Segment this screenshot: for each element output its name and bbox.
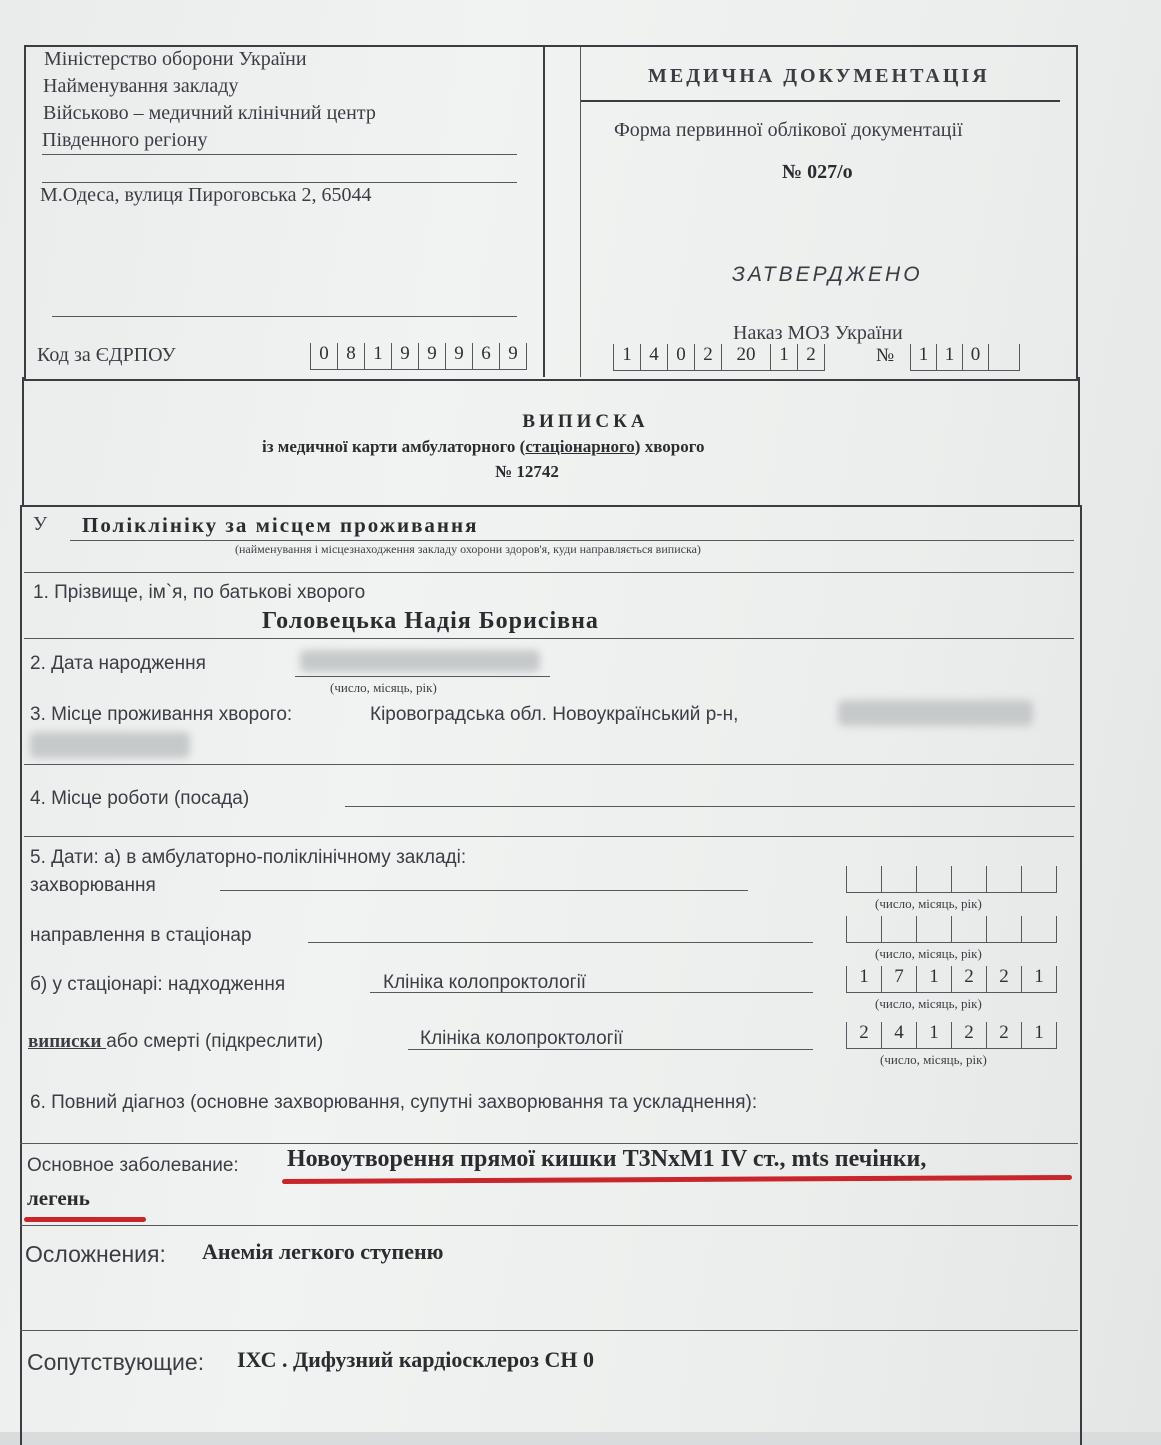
recipient-hint: (найменування і місцезнаходження закладу охорони здоров'я, куди направляється виписка)	[235, 542, 701, 556]
edrpou-digit: 1	[365, 343, 392, 369]
main-disease-label: Основное заболевание:	[27, 1155, 239, 1176]
discharge-label-bold: виписки	[28, 1031, 107, 1052]
residence-redacted-1	[838, 700, 1033, 726]
edrpou-digit: 6	[473, 343, 500, 369]
address-rule	[52, 316, 517, 317]
right-inner-border	[580, 47, 581, 377]
referral-date-box	[882, 916, 917, 942]
order-number-sign: №	[876, 345, 895, 366]
discharge-label	[28, 1031, 323, 1053]
edrpou-boxes	[310, 343, 527, 370]
edrpou-digit: 9	[419, 343, 446, 369]
residence-redacted-2	[30, 732, 190, 758]
doc-subtitle-after: ) хворого	[634, 437, 705, 456]
main-disease-value-2: легень	[27, 1186, 90, 1210]
order-date-digit: 2	[798, 344, 825, 370]
discharge-date-digit: 1	[917, 1022, 952, 1048]
institution-rule	[42, 154, 517, 155]
order-number-digit: 1	[911, 344, 937, 370]
complications-value: Анемія легкого ступеню	[202, 1239, 444, 1264]
concomitant-label: Сопутствующие:	[27, 1349, 205, 1375]
institution-address: М.Одеса, вулиця Пироговська 2, 65044	[40, 184, 372, 206]
referral-date-hint: (число, місяць, рік)	[875, 946, 982, 961]
name-rule	[24, 638, 1074, 639]
order-label: Наказ МОЗ України	[733, 322, 903, 344]
admission-date-digit: 2	[952, 966, 987, 992]
edrpou-digit: 9	[446, 343, 473, 369]
order-date-digit: 4	[641, 344, 668, 370]
order-date-digit: 20	[722, 344, 771, 370]
admission-date-digit: 7	[882, 966, 917, 992]
referral-date-boxes	[846, 916, 1057, 943]
residence-rule	[24, 764, 1074, 765]
discharge-date-digit: 2	[952, 1022, 987, 1048]
ministry-name: Міністерство оборони України	[44, 48, 307, 70]
discharge-date-boxes	[846, 1022, 1057, 1049]
order-date-digit: 1	[614, 344, 641, 370]
discharge-value: Клініка колопроктології	[420, 1028, 624, 1049]
discharge-date-digit: 2	[847, 1022, 882, 1048]
header-divider	[543, 45, 545, 377]
discharge-date-hint: (число, місяць, рік)	[880, 1052, 987, 1067]
doc-subtitle-before: із медичної карти амбулаторного (	[262, 437, 526, 456]
edrpou-digit: 8	[338, 343, 365, 369]
concomitant-value: ІХС . Дифузний кардіосклероз СН 0	[237, 1347, 595, 1372]
illness-rule	[220, 890, 748, 891]
recipient-prefix: У	[33, 513, 48, 535]
illness-date-box	[917, 866, 952, 892]
dob-redacted	[300, 650, 540, 672]
dates-label: 5. Дати: а) в амбулаторно-поліклінічному закладі:	[30, 847, 467, 868]
work-rule-2	[24, 836, 1074, 837]
referral-date-box	[1022, 916, 1057, 942]
institution-line-2: Південного регіону	[42, 129, 208, 151]
edrpou-digit: 9	[500, 343, 527, 369]
diagnosis-label: 6. Повний діагноз (основне захворювання, супутні захворювання та ускладнення):	[30, 1092, 758, 1113]
right-title-rule	[580, 100, 1060, 102]
illness-date-box	[847, 866, 882, 892]
dob-label: 2. Дата народження	[30, 653, 206, 674]
work-rule	[345, 806, 1075, 807]
doc-subtitle	[262, 437, 705, 457]
patient-name: Головецька Надія Борисівна	[262, 608, 599, 634]
illness-date-box	[1022, 866, 1057, 892]
admission-label: б) у стаціонарі: надходження	[30, 974, 286, 995]
admission-rule	[370, 992, 813, 993]
order-date-digit: 1	[771, 344, 798, 370]
name-label: 1. Прізвище, ім`я, по батькові хворого	[33, 582, 366, 603]
order-number-digit: 0	[963, 344, 989, 370]
illness-date-hint: (число, місяць, рік)	[875, 896, 982, 911]
discharge-date-digit: 4	[882, 1022, 917, 1048]
order-date-digit: 2	[695, 344, 722, 370]
referral-label: направлення в стаціонар	[30, 925, 252, 946]
admission-date-digit: 2	[987, 966, 1022, 992]
residence-label: 3. Місце проживання хворого:	[30, 704, 293, 725]
referral-date-box	[987, 916, 1022, 942]
doc-number: № 12742	[495, 462, 559, 481]
admission-value: Клініка колопроктології	[383, 972, 587, 993]
admission-date-hint: (число, місяць, рік)	[875, 996, 982, 1011]
edrpou-digit: 0	[311, 343, 338, 369]
referral-date-box	[917, 916, 952, 942]
form-number: № 027/о	[782, 161, 853, 183]
dob-hint: (число, місяць, рік)	[330, 680, 437, 695]
institution-name-label: Найменування закладу	[43, 75, 239, 97]
institution-line-1: Військово – медичний клінічний центр	[43, 102, 376, 124]
dob-rule	[295, 676, 550, 677]
recipient-rule	[70, 540, 1074, 541]
recipient-value: Поліклініку за місцем проживання	[82, 513, 479, 537]
illness-label: захворювання	[30, 875, 156, 896]
recipient-rule-2	[24, 572, 1074, 573]
complications-rule	[20, 1330, 1078, 1331]
discharge-date-digit: 1	[1022, 1022, 1057, 1048]
institution-rule-2	[42, 182, 517, 183]
referral-date-box	[952, 916, 987, 942]
illness-date-box	[952, 866, 987, 892]
work-label: 4. Місце роботи (посада)	[30, 788, 250, 809]
order-date-boxes	[613, 344, 825, 371]
referral-date-box	[847, 916, 882, 942]
order-date-digit: 0	[668, 344, 695, 370]
discharge-rule	[408, 1049, 813, 1050]
discharge-date-digit: 2	[987, 1022, 1022, 1048]
illness-date-boxes	[846, 866, 1057, 893]
illness-date-box	[882, 866, 917, 892]
admission-date-digit: 1	[917, 966, 952, 992]
order-number-digit	[989, 344, 1020, 370]
main-disease-annotation-2	[24, 1217, 146, 1222]
illness-date-box	[987, 866, 1022, 892]
admission-date-boxes	[846, 966, 1057, 993]
discharge-label-rest: або смерті (підкреслити)	[106, 1031, 324, 1052]
approved-label: ЗАТВЕРДЖЕНО	[732, 263, 923, 286]
main-disease-value-1: Новоутворення прямої кишки T3NxM1 IV ст., mts печінки,	[287, 1146, 927, 1172]
admission-date-digit: 1	[847, 966, 882, 992]
edrpou-label: Код за ЄДРПОУ	[37, 344, 176, 366]
medical-documentation-title: МЕДИЧНА ДОКУМЕНТАЦІЯ	[648, 65, 990, 87]
residence-value: Кіровоградська обл. Новоукраїнський р-н,	[370, 704, 739, 725]
order-number-digit: 1	[937, 344, 963, 370]
doc-title: ВИПИСКА	[522, 411, 649, 432]
main-disease-rule	[20, 1225, 1078, 1226]
order-number-boxes	[910, 344, 1020, 371]
form-label: Форма первинної облікової документації	[614, 119, 963, 141]
complications-label: Осложнения:	[25, 1241, 166, 1267]
edrpou-digit: 9	[392, 343, 419, 369]
admission-date-digit: 1	[1022, 966, 1057, 992]
doc-subtitle-underlined: стаціонарного	[525, 437, 635, 456]
diagnosis-rule	[20, 1143, 1078, 1144]
referral-rule	[308, 942, 813, 943]
